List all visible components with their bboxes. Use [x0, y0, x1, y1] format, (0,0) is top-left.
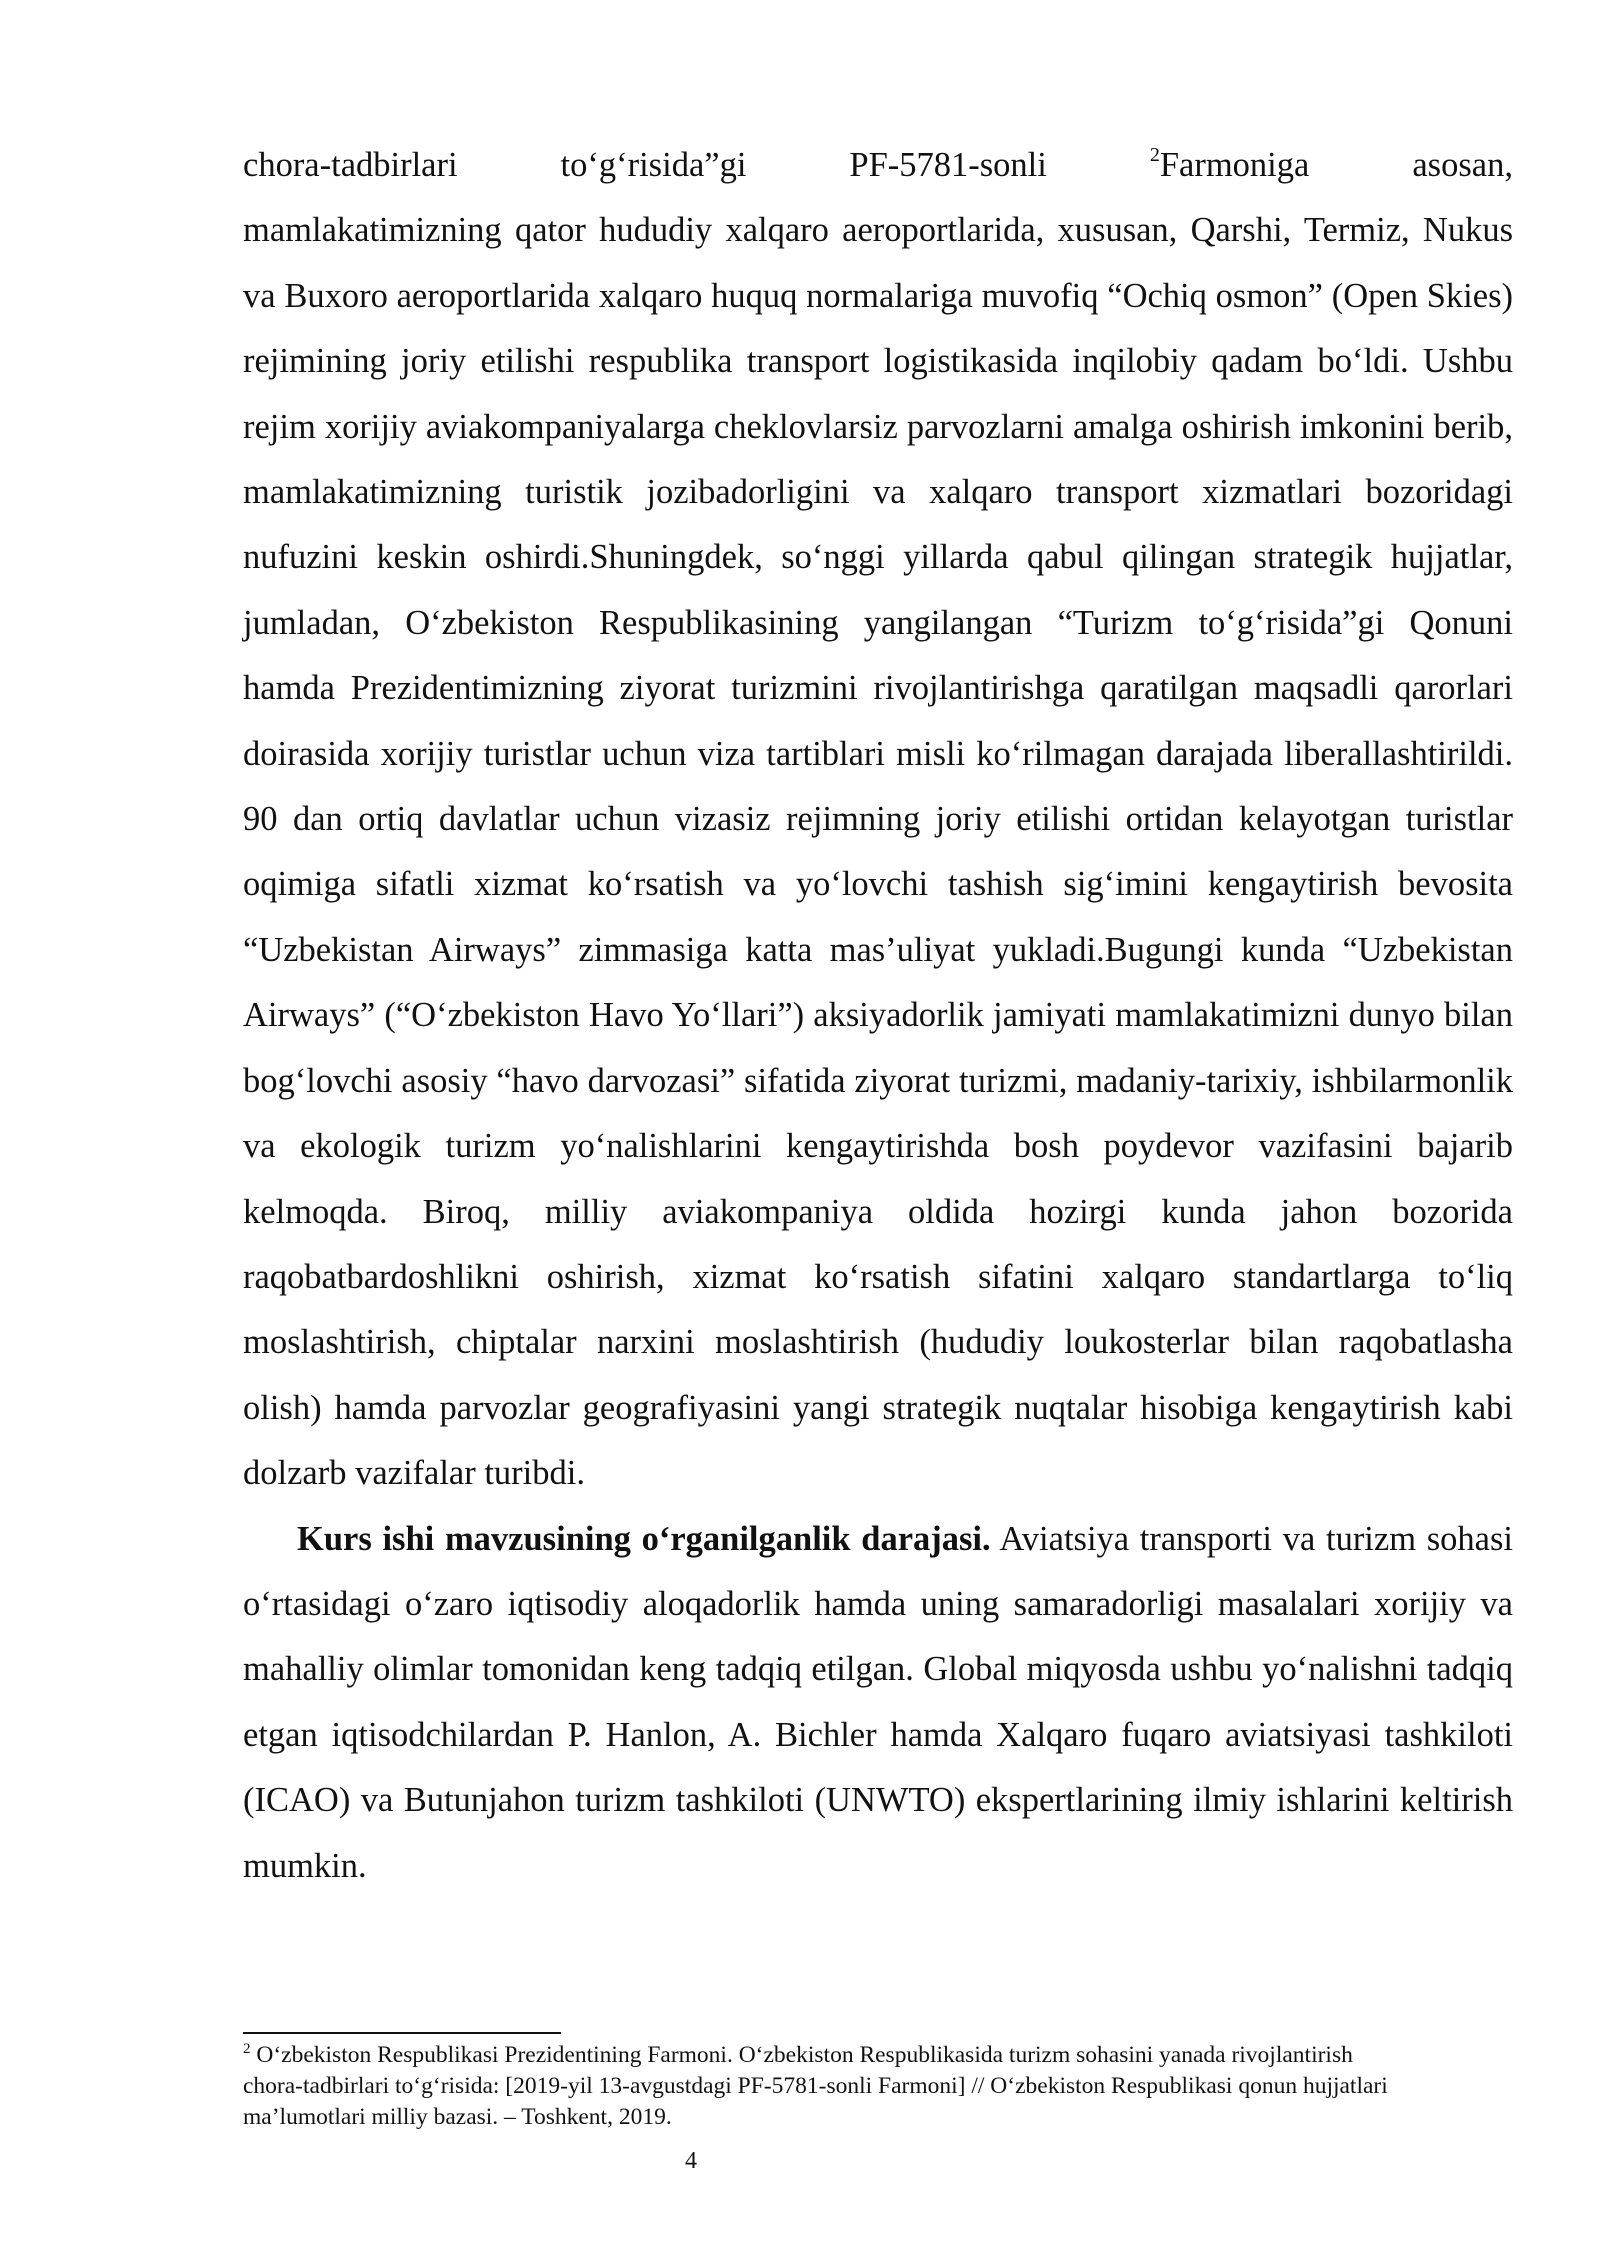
footnote-number: 2 — [243, 2041, 251, 2057]
page-number: 4 — [685, 2148, 697, 2174]
paragraph-2 — [243, 1507, 1513, 1899]
word: to‘g‘risida”gi — [560, 146, 747, 184]
footnote-separator — [243, 2032, 561, 2034]
footnote-text: O‘zbekiston Respublikasi Prezidentining Farmoni. O‘zbekiston Respublikasida turizm sohasini yanada rivojlantirish chora-tadbirlari to‘g‘risida: [2019-yil 13-avgustdagi PF-5781-sonli Farmoni] // O‘zbekiston Respublikasi qonun hujjatlari ma’lumotlari milliy bazasi. – Toshkent, 2019. — [243, 2042, 1388, 2130]
paragraph-1-first-line — [243, 133, 1513, 198]
paragraph-1 — [243, 133, 1513, 1507]
body-text — [243, 133, 1513, 1899]
section-heading: Kurs ishi mavzusining o‘rganilganlik darajasi. — [297, 1519, 991, 1558]
word-with-footnote — [1150, 133, 1309, 198]
word: asosan, — [1412, 146, 1513, 184]
word: chora-tadbirlari — [243, 146, 458, 184]
word: Farmoniga — [1159, 146, 1310, 184]
footnote — [243, 2040, 1393, 2133]
footnote-reference[interactable]: 2 — [1149, 144, 1160, 166]
paragraph-1-text: mamlakatimizning qator hududiy xalqaro aeroportlarida, xususan, Qarshi, Termiz, Nukus va Buxoro aeroportlarida xalqaro huquq normalariga muvofiq “Ochiq osmon” (Open Skies) rejimining joriy etilishi respublika transport logistikasida inqilobiy qadam bo‘ldi. Ushbu rejim xorijiy aviakompaniyalarga cheklovlarsiz parvozlarni amalga oshirish imkonini berib, mamlakatimizning turistik jozibadorligini va xalqaro transport xizmatlari bozoridagi nufuzini keskin oshirdi.Shuningdek, so‘nggi yillarda qabul qilingan strategik hujjatlar, jumladan, O‘zbekiston Respublikasining yangilangan “Turizm to‘g‘risida”gi Qonuni hamda Prezidentimizning ziyorat turizmini rivojlantirishga qaratilgan maqsadli qarorlari doirasida xorijiy turistlar uchun viza tartiblari misli ko‘rilmagan darajada liberallashtirildi. 90 dan ortiq davlatlar uchun vizasiz rejimning joriy etilishi ortidan kelayotgan turistlar oqimiga sifatli xizmat ko‘rsatish va yo‘lovchi tashish sig‘imini kengaytirish bevosita “Uzbekistan Airways” zimmasiga katta mas’uliyat yukladi.Bugungi kunda “Uzbekistan Airways” (“O‘zbekiston Havo Yo‘llari”) aksiyadorlik jamiyati mamlakatimizni dunyo bilan bog‘lovchi asosiy “havo darvozasi” sifatida ziyorat turizmi, madaniy-tarixiy, ishbilarmonlik va ekologik turizm yo‘nalishlarini kengaytirishda bosh poydevor vazifasini bajarib kelmoqda. Biroq, milliy aviakompaniya oldida hozirgi kunda jahon bozorida raqobatbardoshlikni oshirish, xizmat ko‘rsatish sifatini xalqaro standartlarga to‘liq moslashtirish, chiptalar narxini moslashtirish (hududiy loukosterlar bilan raqobatlasha olish) hamda parvozlar geografiyasini yangi strategik nuqtalar hisobiga kengaytirish kabi dolzarb vazifalar turibdi. — [243, 211, 1513, 1493]
paragraph-2-text: Aviatsiya transporti va turizm sohasi o‘rtasidagi o‘zaro iqtisodiy aloqadorlik hamda uning samaradorligi masalalari xorijiy va mahalliy olimlar tomonidan keng tadqiq etilgan. Global miqyosda ushbu yo‘nalishni tadqiq etgan iqtisodchilardan P. Hanlon, A. Bichler hamda Xalqaro fuqaro aviatsiyasi tashkiloti (ICAO) va Butunjahon turizm tashkiloti (UNWTO) ekspertlarining ilmiy ishlarini keltirish mumkin. — [243, 1519, 1513, 1885]
word: PF-5781-sonli — [849, 146, 1047, 184]
